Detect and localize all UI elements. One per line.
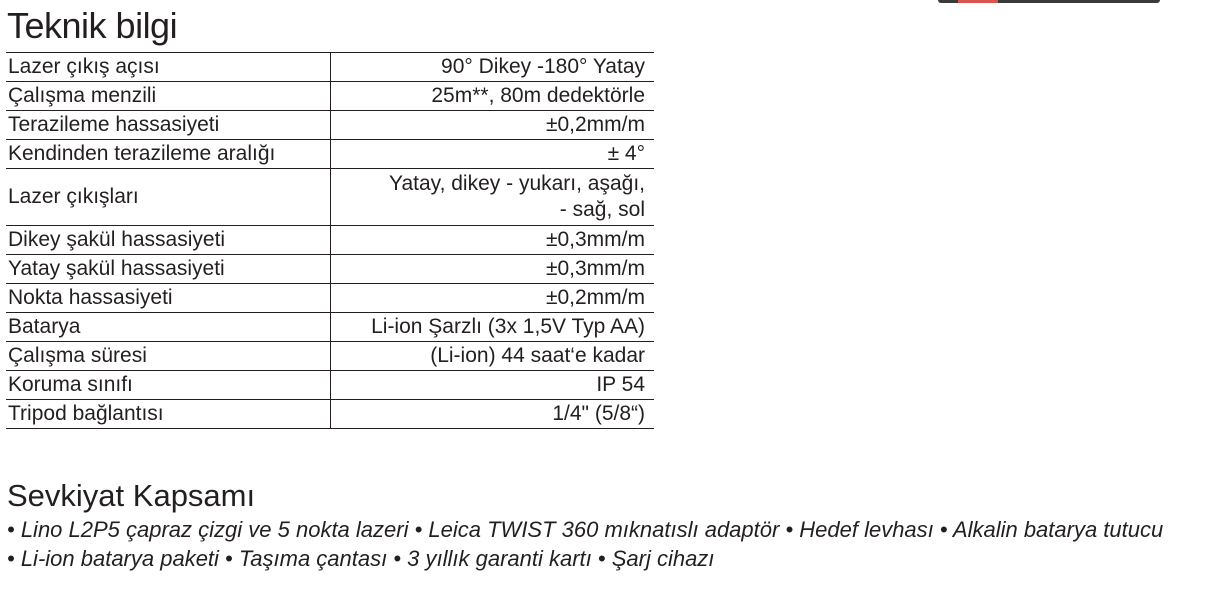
table-row bbox=[6, 53, 654, 82]
spec-label: Kendinden terazileme aralığı bbox=[6, 140, 331, 169]
spec-label: Lazer çıkışları bbox=[6, 169, 331, 226]
spec-value: IP 54 bbox=[331, 371, 655, 400]
spec-value: 1/4" (5/8“) bbox=[331, 400, 655, 429]
spec-value: 90° Dikey -180° Yatay bbox=[331, 53, 655, 82]
spec-label: Tripod bağlantısı bbox=[6, 400, 331, 429]
scope-list-line-1: • Lino L2P5 çapraz çizgi ve 5 nokta lazeri • Leica TWIST 360 mıknatıslı adaptör • Hedef levhası • Alkalin batarya tutucu bbox=[7, 517, 1164, 542]
product-image-fragment bbox=[938, 0, 1160, 3]
spec-value: (Li-ion) 44 saat‘e kadar bbox=[331, 342, 655, 371]
spec-label: Batarya bbox=[6, 313, 331, 342]
spec-label: Yatay şakül hassasiyeti bbox=[6, 255, 331, 284]
spec-value: ± 4° bbox=[331, 140, 655, 169]
product-image-accent bbox=[958, 0, 998, 3]
table-row bbox=[6, 82, 654, 111]
spec-label: Lazer çıkış açısı bbox=[6, 53, 331, 82]
spec-label: Nokta hassasiyeti bbox=[6, 284, 331, 313]
table-row bbox=[6, 169, 654, 226]
table-row bbox=[6, 140, 654, 169]
spec-value: ±0,2mm/m bbox=[331, 111, 655, 140]
scope-title: Sevkiyat Kapsamı bbox=[7, 478, 256, 513]
table-row bbox=[6, 284, 654, 313]
spec-value: 25m**, 80m dedektörle bbox=[331, 82, 655, 111]
scope-list-line-2: • Li-ion batarya paketi • Taşıma çantası • 3 yıllık garanti kartı • Şarj cihazı bbox=[7, 546, 715, 571]
table-row bbox=[6, 111, 654, 140]
spec-label: Çalışma süresi bbox=[6, 342, 331, 371]
table-row bbox=[6, 342, 654, 371]
table-row bbox=[6, 255, 654, 284]
table-row bbox=[6, 313, 654, 342]
table-row bbox=[6, 400, 654, 429]
page-title: Teknik bilgi bbox=[7, 5, 178, 46]
spec-value: ±0,3mm/m bbox=[331, 226, 655, 255]
table-row bbox=[6, 226, 654, 255]
spec-value-multiline bbox=[331, 169, 655, 226]
spec-value: ±0,2mm/m bbox=[331, 284, 655, 313]
spec-label: Terazileme hassasiyeti bbox=[6, 111, 331, 140]
spec-value: ±0,3mm/m bbox=[331, 255, 655, 284]
spec-label: Çalışma menzili bbox=[6, 82, 331, 111]
spec-label: Dikey şakül hassasiyeti bbox=[6, 226, 331, 255]
spec-value-line-2: - sağ, sol bbox=[559, 198, 645, 221]
spec-value-line-1: Yatay, dikey - yukarı, aşağı, bbox=[389, 172, 645, 195]
table-row bbox=[6, 371, 654, 400]
spec-label: Koruma sınıfı bbox=[6, 371, 331, 400]
spec-value: Li-ion Şarzlı (3x 1,5V Typ AA) bbox=[331, 313, 655, 342]
spec-table bbox=[6, 52, 654, 429]
